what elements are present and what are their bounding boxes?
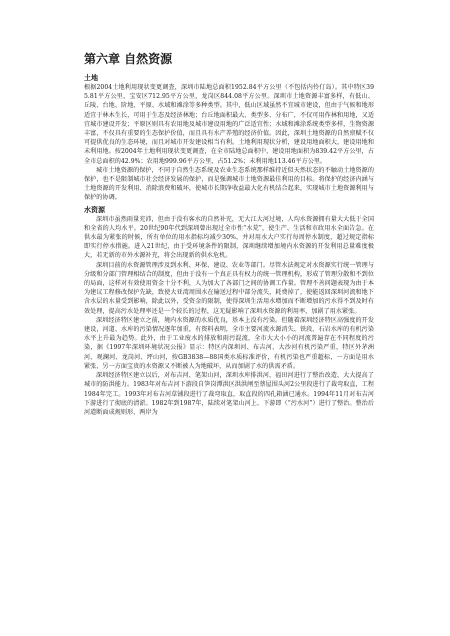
section-water (84, 205, 374, 417)
section-land (84, 73, 374, 203)
land-paragraph-2: 城市土地资源的保护，不同于自然生态系统及农业生态系统那样维持近似天然状态的不触动土地资源的保护，也不是限制城市社会经济发展的保护，而是强调城市土地资源最佳利用的目标。将保护的经济内涵与土地资源的开发利用、消除浪费和破坏，使城市长期净收益最大化有机结合起来，实现城市土地资源利用与保护的协调。 (84, 166, 374, 202)
water-paragraph-1: 深圳市虽然雨量充沛，但由于没有客水的自然补充，无大江大河过境，人均水资源拥有量大大低于全国和全省的人均水平。20世纪90年代到深圳曾出现过全市性“水荒”，使生产、生活和市政用水全面告急。在供水最为紧张的时候，所有单位的用水指标均减少30%，并对用水大户实行每周停水制度，超过规定指标即实行停水措施。进入21世纪，由于受环境条件的限制，深圳继续增加境内水资源的开发利用总量难度极大，若无新的市外水源补充，将会出现新的供水危机。 (84, 215, 374, 260)
water-paragraph-3: 深圳经济特区建立之前，境内水资源的水质优良，基本上没有污染。但随着深圳经济特区高强度的开发建设，河道、水库的污染情况逐年加重，有资料表明，全市主要河流水源消失、铁段、石岩水库的有机污染水平上升最为趋势。此外，由于工业废水的排放和雨污混流，全市大大小小的河流普遍存在不同程度的污染，据《1997年深圳环境状况公报》显示：特区内深圳河、布吉河、大沙河有机污染严重，特区外茅洲河、观澜河、龙岗河、坪山河，按GB3838—88国类水质标准评价，有机污染也严重超标，一方面是用水紧张，另一方面宝贵的水资源又不断被人为地破坏，从而加剧了水的供需矛盾。 (84, 316, 374, 370)
section-heading-water: 水资源 (84, 205, 105, 214)
water-paragraph-2: 深圳目前的水资源管理涉及到水利、环保、建设、农业等部门。尽管水法规定对水资源实行统一管理与分级和分部门管理相结合的制度，但由于没有一个真正具有权力的统一管理机构，形成了管理分散和不到位的局面，这样对有效使用资金十分不利，人为加大了各部门之间的协调工作量。管理不善问题表现为由于本为建议工程修改保护先缺，致使大亚湾周围水在输送过程中部分流失，耗费掉了，使能返回深圳河流和地下含水层的水量受到影响，除此以外，受资金的限制，使得深圳生活用水增加而不断增加的污水得不到及时有效处理，提高污水处理率还是一个较长的过程，这无疑影响了深圳水资源的利用率，加剧了用水紧张。 (84, 261, 374, 315)
land-paragraph-1: 根据2004土地利用现状变更调查，深圳市陆地总面积1952.84平方公里（不包括内伶仃岛）。其中特区395.81平方公里，宝安区712.95平方公里，龙岗区844.08平方公里。深圳市土地资源丰富多样，有低山、丘陵、台地、阶地、平原、水域和滩涂等多种类型。其中，低山区域虽然不宜城市建设，但由于气候和地形适宜于林木生长，可用于生态及经济林地；台丘地面积最大、类型多、分布广，不仅可用作林和用地，又适宜城市建设开发；平原区则具有农用地及城市建设用地的广泛适宜性；水域和滩涂系统类型多样，生物资源丰富，不仅具有重要的生态保护价值，而且具有水产养殖的经济价值。因此，深圳土地资源的自然禀赋不仅可提供优良的生态环境，而且对城市开发建设相当有利。土地利用现状分析，建设用地面积大，建设用地和未利用地。按2004年土地利用现状变更调查，在全市陆地总面积中，建设用地面积为839.42平方公里，占全市总面积的42.9%；农用地999.96平方公里，占51.2%；未利用地113.46平方公里。 (84, 84, 374, 165)
chapter-title: 第六章 自然资源 (84, 52, 173, 66)
document-page (84, 52, 374, 417)
section-heading-land: 土地 (84, 74, 98, 82)
water-paragraph-4: 深圳经济特区建立以后，对布吉河、笔架山河，深圳水库排洪河、福田河进行了整治改造，大大提高了城市的防洪能力。1983年对布吉河下游段自笋岗潭洪区洪洪闸至蔡屋围头河2公里段进行了裁弯取直，工程1984年完工。1993年对布吉河草铺段进行了裁弯取直，取直段的四孔箱涵已通水。1994年11月对布吉河下游进行了彻底的清淤。1982年到1987年，陆续对笔架山河上、下游即（“污水河”）进行了整治。整治后河道断面成规则形，两岸为 (84, 372, 374, 416)
